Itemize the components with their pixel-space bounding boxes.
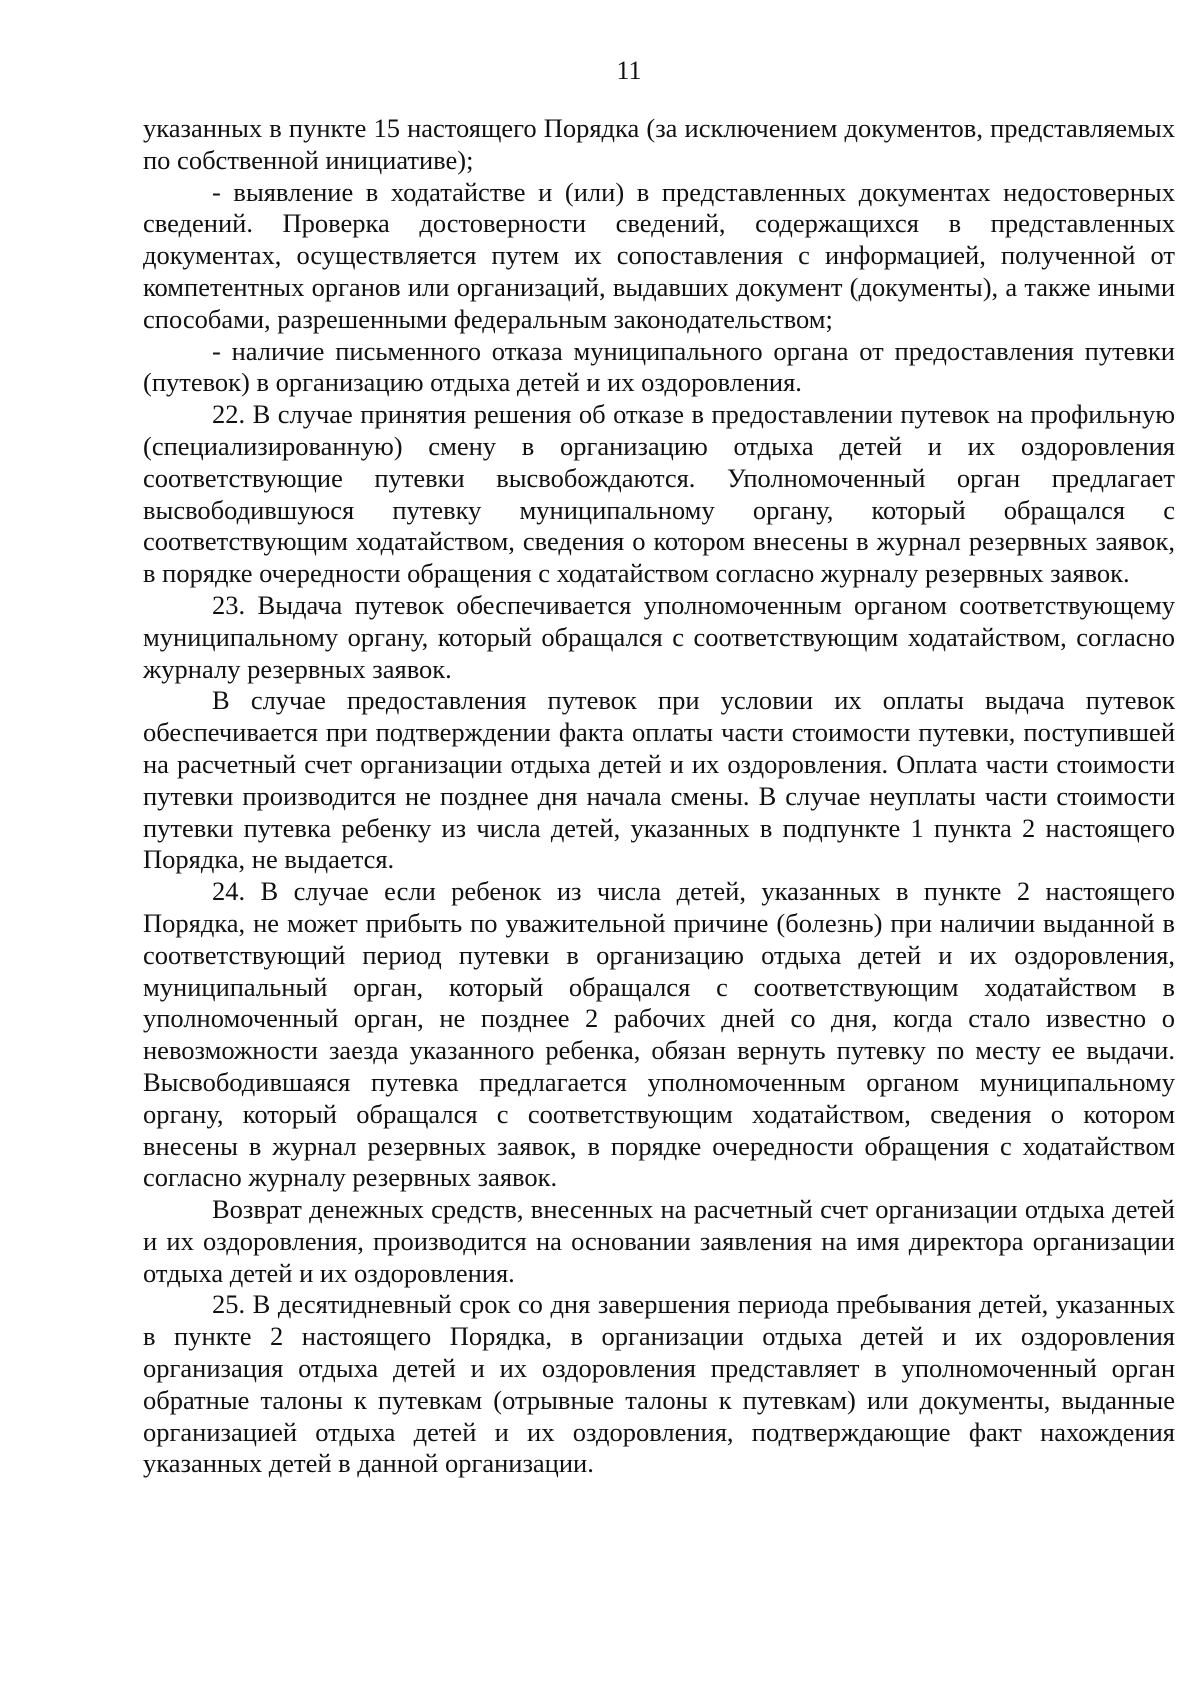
list-item-written-refusal: - наличие письменного отказа муниципального органа от предоставления путевки (путевок) в организацию отдыха детей и их оздоровления. (143, 335, 1175, 398)
list-item-false-information: - выявление в ходатайстве и (или) в представленных документах недостоверных сведений. Проверка достоверности сведений, содержащихся в представленных документах, осуществляется путем их сопоставления с информацией, полученной от компетентных органов или организаций, выдавших документ (документы), а также иными способами, разрешенными федеральным законодательством; (143, 176, 1175, 334)
paragraph-item-23: 23. Выдача путевок обеспечивается уполномоченным органом соответствующему муниципальному органу, который обращался с соответствующим ходатайством, согласно журналу резервных заявок. (143, 589, 1175, 684)
paragraph-item-24: 24. В случае если ребенок из числа детей, указанных в пункте 2 настоящего Порядка, не может прибыть по уважительной причине (болезнь) при наличии выданной в соответствующий период путевки в организацию отдыха детей и их оздоровления, муниципальный орган, который обращался с соответствующим ходатайством в уполномоченный орган, не позднее 2 рабочих дней со дня, когда стало известно о невозможности заезда указанного ребенка, обязан вернуть путевку по месту ее выдачи. Высвободившаяся путевка предлагается уполномоченным органом муниципальному органу, который обращался с соответствующим ходатайством, сведения о котором внесены в журнал резервных заявок, в порядке очередности обращения с ходатайством согласно журналу резервных заявок. (143, 876, 1175, 1193)
paragraph-item-25: 25. В десятидневный срок со дня завершения периода пребывания детей, указанных в пункте 2 настоящего Порядка, в организации отдыха детей и их оздоровления организация отдыха детей и их оздоровления представляет в уполномоченный орган обратные талоны к путевкам (отрывные талоны к путевкам) или документы, выданные организацией отдыха детей и их оздоровления, подтверждающие факт нахождения указанных детей в данной организации. (143, 1289, 1175, 1479)
paragraph-payment-conditions: В случае предоставления путевок при условии их оплаты выдача путевок обеспечивается при подтверждении факта оплаты части стоимости путевки, поступившей на расчетный счет организации отдыха детей и их оздоровления. Оплата части стоимости путевки производится не позднее дня начала смены. В случае неуплаты части стоимости путевки путевка ребенку из числа детей, указанных в подпункте 1 пункта 2 настоящего Порядка, не выдается. (143, 685, 1175, 875)
paragraph-continuation: указанных в пункте 15 настоящего Порядка (за исключением документов, представляемых по собственной инициативе); (143, 113, 1175, 175)
paragraph-refund: Возврат денежных средств, внесенных на расчетный счет организации отдыха детей и их оздоровления, производится на основании заявления на имя директора организации отдыха детей и их оздоровления. (143, 1194, 1175, 1288)
page-number: 11 (616, 56, 642, 85)
document-body (143, 113, 1175, 1480)
paragraph-item-22: 22. В случае принятия решения об отказе в предоставлении путевок на профильную (специализированную) смену в организацию отдыха детей и их оздоровления соответствующие путевки высвобождаются. Уполномоченный орган предлагает высвободившуюся путевку муниципальному органу, который обращался с соответствующим ходатайством, сведения о котором внесены в журнал резервных заявок, в порядке очередности обращения с ходатайством согласно журналу резервных заявок. (143, 399, 1175, 589)
